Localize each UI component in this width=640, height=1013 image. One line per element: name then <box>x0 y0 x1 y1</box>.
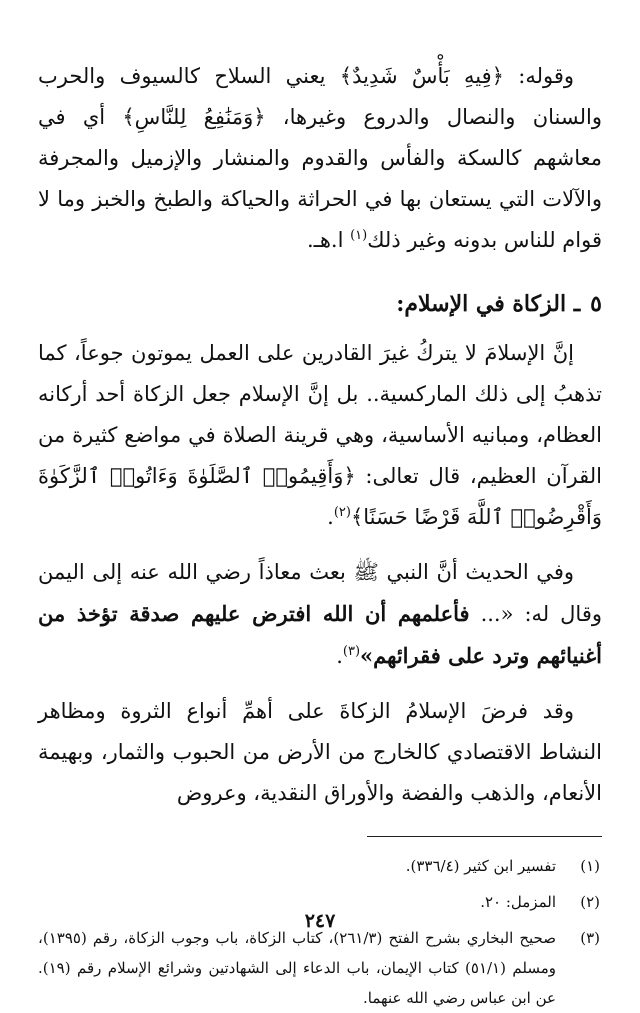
footnote-number: (٣) <box>580 929 600 947</box>
quran-quote-fihi-basun-shadid: ﴿فِيهِ بَأْسٌ شَدِيدٌ﴾ <box>339 64 504 88</box>
footnotes <box>38 851 602 1013</box>
footnote-ref-3[interactable]: (٣) <box>342 644 361 659</box>
paragraph-tail: ا.هـ. <box>307 228 351 252</box>
footnote-number: (٢) <box>580 893 600 911</box>
paragraph-lead: وقوله: <box>503 64 575 88</box>
paragraph-hadith <box>38 552 602 677</box>
hadith-quote: فأعلمهم أن الله افترض عليهم صدقة تؤخذ من أغنيائهم وترد على فقرائهم <box>38 601 602 668</box>
paragraph-tail: . <box>327 505 334 529</box>
section-title: ـ الزكاة في الإسلام: <box>396 291 581 317</box>
footnote-1 <box>38 851 602 881</box>
footnote-divider <box>367 836 602 837</box>
footnote-text: تفسير ابن كثير (٣٣٦/٤). <box>405 857 556 875</box>
paragraph-zakat-intro <box>38 333 602 538</box>
paragraph-text: وفي الحديث أنَّ النبي ﷺ بعث معاذاً رضي الله عنه إلى اليمن وقال له: «... <box>38 560 603 626</box>
footnote-text: صحيح البخاري بشرح الفتح (٢٦١/٣)، كتاب الزكاة، باب وجوب الزكاة، رقم (١٣٩٥)، ومسلم (٥١/١) كتاب الإيمان، باب الدعاء إلى الشهادتين وشرائع الإسلام رقم (١٩). عن ابن عباس رضي الله عنهما. <box>38 929 556 1007</box>
paragraph-text: أي في معاشهم كالسكة والفأس والقدوم والمنشار والإزميل والمجرفة والآلات التي يستعان بها في الحراثة والحياكة والطبخ والخبز وما لا قوام للناس بدونه وغير ذلك <box>38 105 602 252</box>
paragraph-text: إنَّ الإسلامَ لا يتركُ غيرَ القادرين على العمل يموتون جوعاً، كما تذهبُ إلى ذلك الماركسية.. بل إنَّ الإسلام جعل الزكاة أحد أركانه العظام، ومبانيه الأساسية، وهي قرينة الصلاة في مواضع كثيرة من القرآن العظيم، قال تعالى: <box>38 341 602 488</box>
paragraph-text: يعني السلاح كالسيوف والحرب والسنان والنصال والدروع وغيرها، <box>38 64 602 129</box>
section-heading <box>38 283 602 325</box>
page-number: ٢٤٧ <box>304 910 336 932</box>
paragraph-zakat-wealth <box>38 691 602 814</box>
quran-quote-manafiu-linnas: ﴿وَمَنَٰفِعُ لِلنَّاسِ﴾ <box>122 105 266 129</box>
footnote-ref-1[interactable]: (١) <box>350 228 368 243</box>
footnote-number: (١) <box>580 857 600 875</box>
paragraph-quran-commentary <box>38 56 602 261</box>
footnote-3 <box>38 923 602 1013</box>
section-number: ٥ <box>590 291 602 317</box>
paragraph-text: وقد فرضَ الإسلامُ الزكاةَ على أهمِّ أنواع الثروة ومظاهر النشاط الاقتصادي كالخارج من الأرض من الحبوب والثمار، وبهيمة الأنعام، والذهب والفضة والأوراق النقدية، وعروض <box>38 699 602 805</box>
quote-close: » <box>360 643 374 668</box>
paragraph-tail: . <box>336 644 343 668</box>
footnote-text: المزمل: ٢٠. <box>480 893 556 911</box>
quran-quote-aqimu-assalah: ﴿وَأَقِيمُوا۟ ٱلصَّلَوٰةَ وَءَاتُوا۟ ٱلزَّكَوٰةَ وَأَقْرِضُوا۟ ٱللَّهَ قَرْضًا حَسَنًا﴾ <box>38 464 602 529</box>
footnote-ref-2[interactable]: (٢) <box>333 505 351 520</box>
